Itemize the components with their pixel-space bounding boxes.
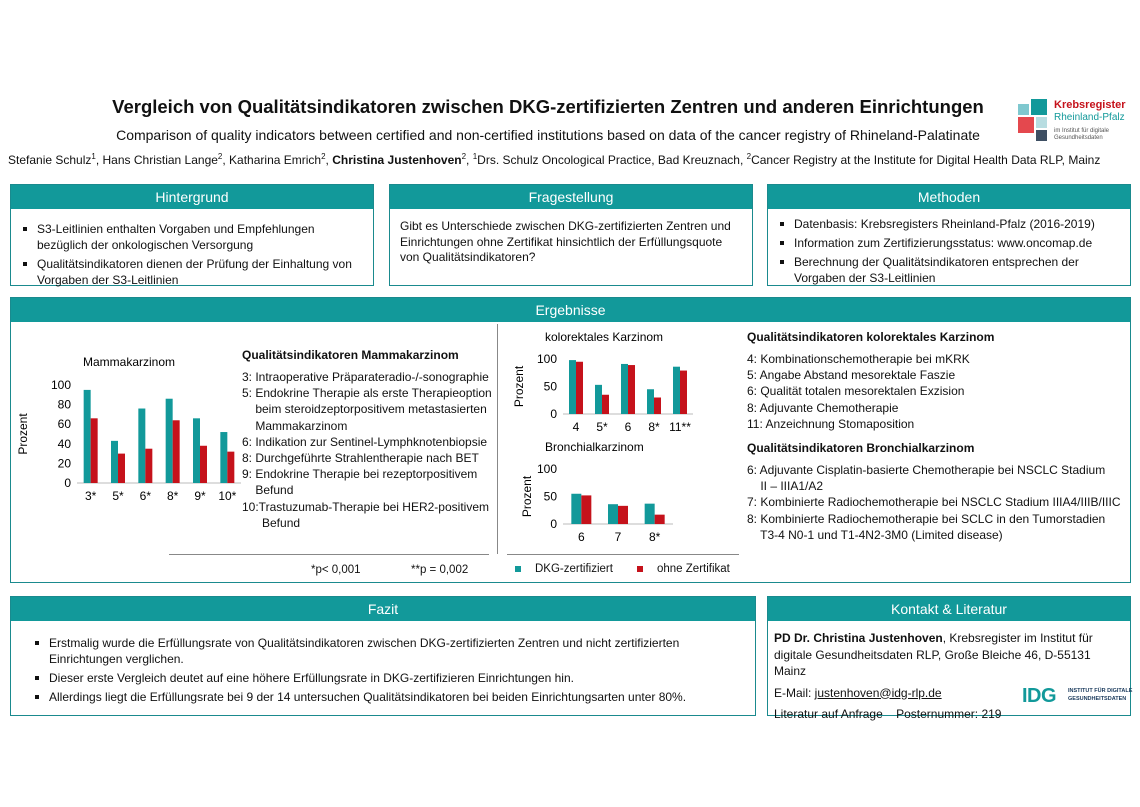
indicator-line: 4: Kombinationschemotherapie bei mKRK bbox=[747, 352, 970, 366]
list-item: Allerdings liegt die Erfüllungsrate bei 9 der 14 untersuchen Qualitätsindikatoren bei beiden Einrichtungsarten unter 80%. bbox=[31, 689, 735, 705]
mamma-indicator-block bbox=[242, 348, 502, 531]
list-item: S3-Leitlinien enthalten Vorgaben und Empfehlungen bezüglich der onkologischen Versorgung bbox=[19, 221, 363, 253]
author-line bbox=[8, 152, 1100, 167]
y-tick-label: 50 bbox=[543, 489, 557, 504]
list-item: Qualitätsindikatoren dienen der Prüfung der Einhaltung von Vorgaben der S3-Leitlinien bbox=[19, 256, 363, 288]
logo-square-5 bbox=[1036, 130, 1047, 141]
x-tick-label: 3* bbox=[84, 489, 97, 503]
methoden-heading: Methoden bbox=[768, 185, 1130, 209]
indicator-line: 3: Intraoperative Präparateradio-/-sonographie bbox=[242, 370, 489, 384]
author-sup: 1 bbox=[91, 152, 96, 161]
bar-dkg-11 bbox=[673, 367, 680, 414]
list-item: Erstmalig wurde die Erfüllungsrate von Qualitätsindikatoren zwischen DKG-zertifizierten Zentren und nicht zertifizierten Einrichtungen verglichen. bbox=[31, 635, 735, 667]
fragestellung-text: Gibt es Unterschiede zwischen DKG-zertifizierten Zentren und Einrichtungen ohne Zertifikat hinsichtlich der Erfüllungsquote von Qualitätsindikatoren? bbox=[400, 219, 731, 264]
bar-ohne-8 bbox=[173, 420, 180, 483]
indicator-line: II – IIIA1/A2 bbox=[747, 479, 824, 494]
list-item: Information zum Zertifizierungsstatus: www.oncomap.de bbox=[776, 235, 1120, 251]
bar-dkg-6 bbox=[621, 364, 628, 414]
results-footer-line-2 bbox=[507, 554, 739, 555]
fazit-panel bbox=[10, 596, 756, 716]
indicator-line: 6: Qualität totalen mesorektalen Exzision bbox=[747, 384, 965, 399]
x-tick-label: 11** bbox=[669, 420, 691, 434]
affil2-sup: 2 bbox=[746, 152, 752, 161]
x-tick-label: 8* bbox=[648, 530, 661, 544]
idg-logo bbox=[1022, 685, 1133, 708]
kontakt-email-label: E-Mail: bbox=[774, 685, 815, 700]
kolorektal-indicator-list bbox=[747, 351, 1127, 432]
legend-label-ohne: ohne Zertifikat bbox=[657, 563, 730, 575]
hintergrund-heading: Hintergrund bbox=[11, 185, 373, 209]
krebsregister-logo bbox=[1010, 96, 1134, 154]
affil1: Drs. Schulz Oncological Practice, Bad Kreuznach, bbox=[477, 153, 747, 167]
chart-ylabel: Prozent bbox=[512, 365, 526, 408]
affil2: Cancer Registry at the Institute for Digital Health Data RLP, Mainz bbox=[751, 153, 1101, 167]
bar-dkg-5 bbox=[595, 385, 602, 414]
y-tick-label: 60 bbox=[57, 417, 71, 432]
mamma-indicator-list bbox=[242, 369, 502, 531]
x-tick-label: 6 bbox=[577, 530, 585, 544]
list-item: Dieser erste Vergleich deutet auf eine höhere Erfüllungsrate in DKG-zertifizieren Einrichtungen hin. bbox=[31, 670, 735, 686]
list-item: Datenbasis: Krebsregisters Rheinland-Pfalz (2016-2019) bbox=[776, 216, 1120, 232]
author-sep: , bbox=[325, 153, 333, 167]
indicator-line: Mammakarzinom bbox=[242, 418, 348, 433]
bar-dkg-9 bbox=[193, 418, 200, 483]
indicator-line: Befund bbox=[242, 515, 301, 530]
mamma-indicator-title: Qualitätsindikatoren Mammakarzinom bbox=[242, 348, 459, 362]
bar-ohne-7 bbox=[618, 506, 628, 524]
legend-swatch-ohne bbox=[637, 566, 643, 572]
legend-ohne bbox=[637, 563, 730, 575]
indicator-line: 8: Adjuvante Chemotherapie bbox=[747, 400, 899, 415]
indicator-line: 7: Kombinierte Radiochemotherapie bei NSCLC Stadium IIIA4/IIIB/IIIC bbox=[747, 495, 1121, 510]
hintergrund-list bbox=[11, 209, 373, 288]
indicator-line: 5: Angabe Abstand mesorektale Faszie bbox=[747, 368, 956, 383]
indicator-line: beim steroidzeptorpositivem metastasierten bbox=[242, 402, 487, 417]
bar-ohne-4 bbox=[576, 362, 583, 414]
kontakt-name: PD Dr. Christina Justenhoven bbox=[774, 631, 943, 645]
x-tick-label: 6 bbox=[624, 420, 632, 434]
chart-title: kolorektales Karzinom bbox=[545, 330, 664, 344]
bronchial-indicator-list bbox=[747, 462, 1127, 543]
y-tick-label: 0 bbox=[64, 476, 71, 490]
logo-text-4: Gesundheitsdaten bbox=[1054, 135, 1103, 141]
legend-label-dkg: DKG-zertifiziert bbox=[535, 563, 613, 575]
chart-title: Mammakarzinom bbox=[82, 355, 176, 369]
bar-dkg-8 bbox=[645, 504, 655, 524]
fragestellung-heading: Fragestellung bbox=[390, 185, 752, 209]
bar-ohne-6 bbox=[581, 495, 591, 524]
x-tick-label: 5* bbox=[112, 489, 124, 503]
logo-text-3: im Institut für digitale bbox=[1054, 128, 1110, 134]
idg-logo-mark: IDG bbox=[1022, 685, 1057, 707]
x-tick-label: 4 bbox=[572, 420, 580, 434]
ergebnisse-heading: Ergebnisse bbox=[11, 298, 1130, 322]
legend-dkg bbox=[515, 563, 613, 575]
author-name: Katharina Emrich bbox=[229, 153, 322, 167]
author-name: Stefanie Schulz bbox=[8, 153, 92, 167]
bar-ohne-6 bbox=[145, 449, 152, 483]
indicator-line: 5: Endokrine Therapie als erste Therapieoption bbox=[242, 386, 492, 401]
y-tick-label: 50 bbox=[543, 379, 557, 394]
kontakt-panel bbox=[767, 596, 1133, 721]
bar-dkg-3 bbox=[84, 390, 91, 483]
y-tick-label: 100 bbox=[536, 352, 557, 366]
chart-kolorektales-karzinom bbox=[509, 328, 709, 438]
bronchial-indicator-title: Qualitätsindikatoren Bronchialkarzinom bbox=[747, 441, 975, 455]
results-footer-line bbox=[169, 554, 489, 555]
indicator-line: T3-4 N0-1 und T1-4N2-3M0 (Limited disease) bbox=[747, 527, 1003, 542]
y-tick-label: 100 bbox=[536, 462, 557, 476]
kontakt-address bbox=[774, 630, 1124, 680]
y-tick-label: 0 bbox=[550, 517, 557, 531]
affil1-sup: 1 bbox=[472, 152, 478, 161]
idg-logo-line1: INSTITUT FÜR DIGITALE bbox=[1068, 688, 1133, 694]
fragestellung-panel bbox=[389, 184, 753, 286]
poster-subtitle: Comparison of quality indicators between certified and non-certified institutions based on data of the cancer registry of Rhineland-Palatinate bbox=[116, 127, 980, 143]
logo-text-2: Rheinland-Pfalz bbox=[1054, 112, 1125, 123]
bar-ohne-5 bbox=[602, 395, 609, 414]
x-tick-label: 9* bbox=[194, 489, 206, 503]
indicator-line: 11: Anzeichnung Stomaposition bbox=[747, 416, 915, 431]
bar-ohne-3 bbox=[91, 418, 98, 483]
methoden-panel bbox=[767, 184, 1131, 286]
bar-dkg-8 bbox=[166, 399, 173, 483]
bar-ohne-8 bbox=[654, 398, 661, 415]
kontakt-email-link[interactable]: justenhoven@idg-rlp.de bbox=[814, 685, 942, 700]
y-tick-label: 80 bbox=[57, 397, 71, 412]
chart-ylabel: Prozent bbox=[16, 413, 30, 455]
chart-ylabel: Prozent bbox=[520, 475, 534, 518]
indicator-line: 8: Kombinierte Radiochemotherapie bei SCLC in den Tumorstadien bbox=[747, 511, 1106, 526]
bronchial-indicator-block bbox=[747, 441, 1127, 543]
author-sup: 2 bbox=[217, 152, 223, 161]
indicator-line: 9: Endokrine Therapie bei rezeptorpositivem bbox=[242, 467, 478, 482]
fazit-heading: Fazit bbox=[11, 597, 755, 621]
indicator-line: Befund bbox=[242, 483, 294, 498]
bar-dkg-8 bbox=[647, 389, 654, 414]
kontakt-literatur-line bbox=[774, 706, 1124, 723]
y-tick-label: 0 bbox=[550, 407, 557, 421]
footnote-p002: **p = 0,002 bbox=[411, 564, 469, 576]
hintergrund-panel bbox=[10, 184, 374, 286]
author-sup: 2 bbox=[461, 152, 467, 161]
logo-square-2 bbox=[1031, 99, 1047, 115]
bar-ohne-11 bbox=[680, 371, 687, 414]
kontakt-posternummer: Posternummer: 219 bbox=[896, 707, 1002, 721]
kontakt-literatur: Literatur auf Anfrage bbox=[774, 707, 883, 721]
bar-dkg-6 bbox=[138, 409, 145, 483]
kolorektal-indicator-block bbox=[747, 330, 1127, 432]
bar-ohne-6 bbox=[628, 365, 635, 414]
y-tick-label: 100 bbox=[50, 378, 71, 392]
y-tick-label: 20 bbox=[57, 456, 71, 471]
kontakt-heading: Kontakt & Literatur bbox=[768, 597, 1130, 621]
bar-ohne-5 bbox=[118, 454, 125, 483]
chart-mammakarzinom bbox=[15, 348, 251, 508]
author-sup: 2 bbox=[321, 152, 326, 161]
kontakt-body bbox=[768, 621, 1133, 723]
author-list bbox=[8, 153, 473, 167]
logo-square-3 bbox=[1018, 117, 1034, 133]
x-tick-label: 8* bbox=[166, 489, 179, 503]
poster-title: Vergleich von Qualitätsindikatoren zwischen DKG-zertifizierten Zentren und anderen Einrichtungen bbox=[112, 96, 984, 117]
footnote-p001: *p< 0,001 bbox=[311, 564, 361, 576]
author-sep: , bbox=[95, 153, 103, 167]
author-sep: , bbox=[222, 153, 230, 167]
logo-square-4 bbox=[1036, 117, 1047, 128]
kolorektal-indicator-title: Qualitätsindikatoren kolorektales Karzinom bbox=[747, 330, 995, 344]
bar-dkg-7 bbox=[608, 504, 618, 524]
x-tick-label: 10* bbox=[218, 489, 237, 503]
indicator-line: 6: Adjuvante Cisplatin-basierte Chemotherapie bei NSCLC Stadium bbox=[747, 463, 1106, 477]
author-name: Christina Justenhoven bbox=[332, 153, 462, 167]
list-item: Berechnung der Qualitätsindikatoren entsprechen der Vorgaben der S3-Leitlinien bbox=[776, 254, 1120, 286]
bar-ohne-8 bbox=[655, 515, 665, 524]
bar-dkg-10 bbox=[220, 432, 227, 483]
bar-dkg-5 bbox=[111, 441, 118, 483]
logo-text-1: Krebsregister bbox=[1054, 99, 1126, 111]
logo-square-1 bbox=[1018, 104, 1029, 115]
x-tick-label: 7 bbox=[614, 530, 622, 544]
indicator-line: 10:Trastuzumab-Therapie bei HER2-positivem bbox=[242, 499, 489, 514]
y-tick-label: 40 bbox=[57, 436, 71, 451]
x-tick-label: 6* bbox=[139, 489, 152, 503]
fazit-list bbox=[11, 621, 755, 705]
bar-dkg-4 bbox=[569, 360, 576, 414]
chart-bronchialkarzinom bbox=[509, 438, 709, 548]
bar-ohne-9 bbox=[200, 446, 207, 483]
bar-ohne-10 bbox=[227, 452, 234, 483]
methoden-list bbox=[768, 209, 1130, 286]
indicator-line: 6: Indikation zur Sentinel-Lymphknotenbiopsie bbox=[242, 434, 488, 449]
author-sep: , bbox=[466, 153, 473, 167]
x-tick-label: 8* bbox=[648, 420, 660, 434]
legend-swatch-dkg bbox=[515, 566, 521, 572]
chart-title: Bronchialkarzinom bbox=[545, 440, 644, 454]
bar-dkg-6 bbox=[571, 494, 581, 524]
ergebnisse-panel bbox=[10, 297, 1131, 583]
idg-logo-line2: GESUNDHEITSDATEN bbox=[1068, 696, 1127, 702]
x-tick-label: 5* bbox=[596, 420, 608, 434]
kontakt-address-text: , Krebsregister im Institut für digitale Gesundheitsdaten RLP, Große Bleiche 46, D-55131 Mainz bbox=[774, 631, 1093, 678]
indicator-line: 8: Durchgeführte Strahlentherapie nach BET bbox=[242, 451, 479, 466]
author-name: Hans Christian Lange bbox=[102, 153, 218, 167]
